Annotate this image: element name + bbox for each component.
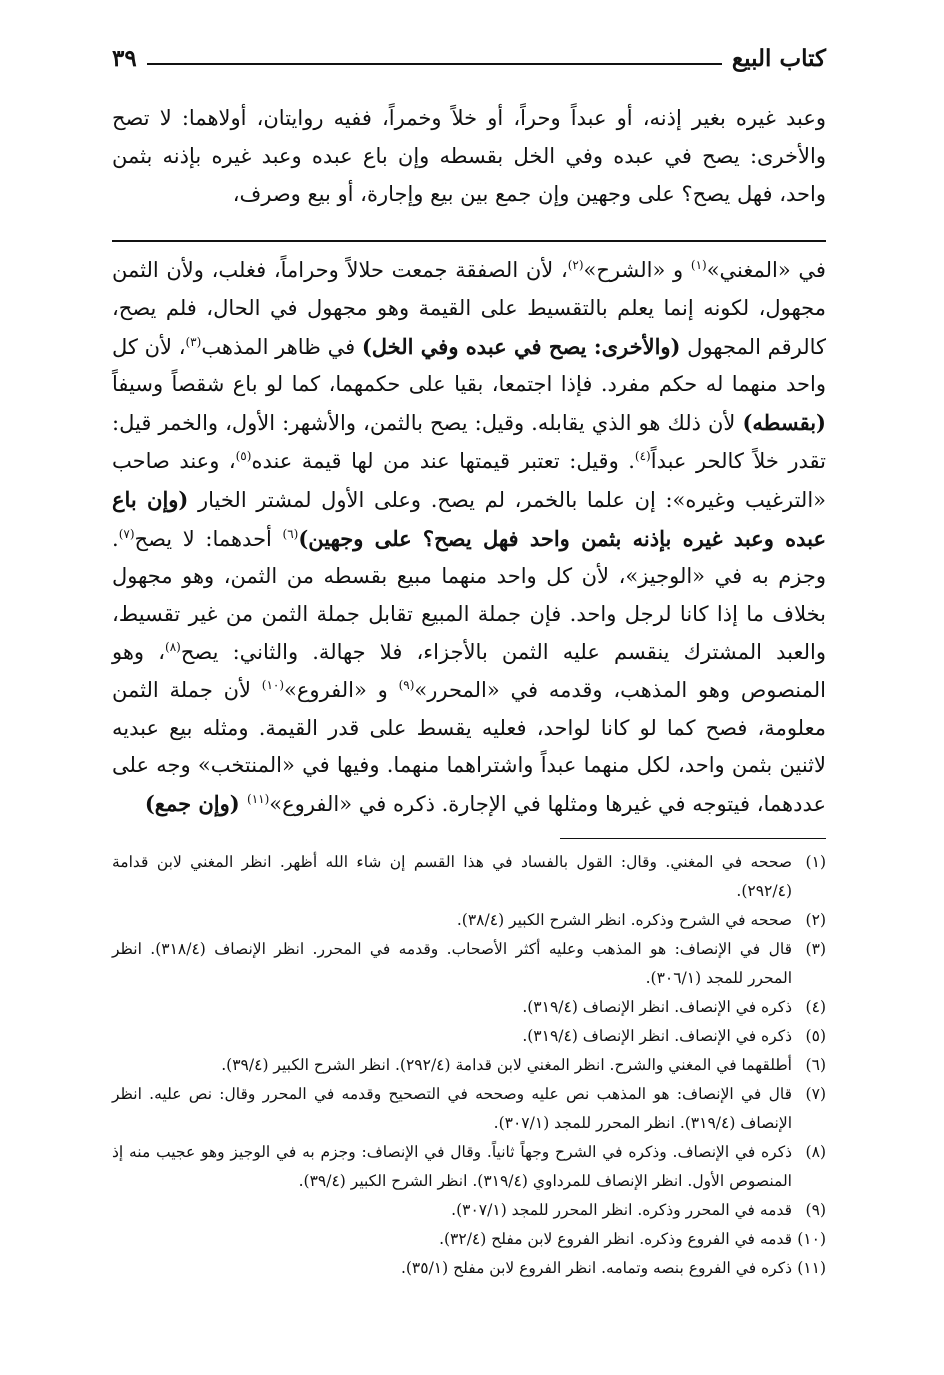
footnote-text: ذكره في الإنصاف. انظر الإنصاف (٣١٩/٤). bbox=[522, 1027, 792, 1045]
footnotes bbox=[112, 848, 826, 1283]
footnote-ref: (١١) bbox=[247, 792, 270, 807]
sharh-span: في ظاهر المذهب bbox=[201, 334, 362, 359]
matn-separator bbox=[112, 240, 826, 242]
footnote-ref: (٥) bbox=[235, 448, 252, 463]
footnote-text: صححه في المغني. وقال: القول بالفساد في هذا القسم إن شاء الله أظهر. انظر المغني لابن قدامة (٢٩٢/٤). bbox=[112, 853, 792, 900]
footnote bbox=[112, 1225, 826, 1254]
footnote-text: صححه في الشرح وذكره. انظر الشرح الكبير (٣٨/٤). bbox=[456, 911, 792, 929]
footnote-number: (١١) bbox=[797, 1259, 826, 1277]
footnote-number: (١٠) bbox=[797, 1230, 826, 1248]
matn-text: وعبد غيره بغير إذنه، أو عبداً وحراً، أو خلاً وخمراً، ففيه روايتان، أولاهما: لا تصح والأخرى: يصح في عبده وفي الخل بقسطه وإن باع عبده وعبد غيره بإذنه بثمن واحد، فهل يصح؟ على وجهين وإن جمع بين بيع وإجارة، أو بيع وصرف، bbox=[112, 106, 826, 206]
footnote bbox=[112, 1254, 826, 1283]
sharh-span: ، لأن الصفقة جمعت حلالاً وحراماً، فغلب، ولأن الثمن مجهول، لكونه إنما يعلم بالتقسيط على القيمة وهو مجهول في الحال، فلم يصح، كالرقم المجهول bbox=[112, 258, 826, 359]
page-number: ٣٩ bbox=[112, 45, 137, 72]
footnote-number: (٢) bbox=[805, 911, 826, 929]
header-rule bbox=[147, 63, 722, 65]
quoted-matn: (والأخرى: يصح في عبده وفي الخل) bbox=[361, 333, 681, 359]
sharh-text bbox=[112, 252, 826, 824]
footnote-text: قدمه في المحرر وذكره. انظر المحرر للمجد (٣٠٧/١). bbox=[451, 1201, 792, 1219]
footnote-number: (١) bbox=[805, 853, 826, 871]
footnote-text: ذكره في الإنصاف. وذكره في الشرح وجهاً ثانياً. وقال في الإنصاف: وجزم به في الوجيز وهو عجيب منه إذ المنصوص الأول. انظر الإنصاف للمرداوي (٣١٩/٤). انظر الشرح الكبير (٣٩/٤). bbox=[112, 1143, 792, 1190]
sharh-span: ، وعند صاحب «الترغيب وغيره»: إن علما بالخمر، لم يصح. وعلى الأول لمشتر الخيار bbox=[112, 448, 827, 512]
footnote-ref: (١) bbox=[690, 258, 707, 272]
footnote bbox=[112, 1196, 826, 1225]
footnote-number: (٥) bbox=[805, 1027, 826, 1045]
sharh-span: و «الشرح» bbox=[583, 258, 691, 282]
footnote bbox=[112, 1022, 826, 1051]
footnote-number: (٤) bbox=[805, 998, 826, 1016]
sharh-span: ، لأن كل واحد منهما له حكم مفرد. فإذا اجتمعا، بقيا على حكمهما، كما لو باع شقصاً وسيفاً bbox=[112, 334, 826, 397]
footnote-text: قدمه في الفروع وذكره. انظر الفروع لابن مفلح (٣٢/٤). bbox=[439, 1230, 792, 1248]
footnote-text: ذكره في الإنصاف. انظر الإنصاف (٣١٩/٤). bbox=[522, 998, 792, 1016]
sharh-span: . وجزم به في «الوجيز»، لأن كل واحد منهما مبيع بقسطه من الثمن، وهو مجهول بخلاف ما إذا كانا لرجل واحد. فإن جملة المبيع تقابل جملة الثمن من غير تقسيط، والعبد المشترك ينقسم عليه الثمن بالأجزاء، فلا جهالة. والثاني: يصح bbox=[112, 526, 826, 664]
footnote bbox=[112, 993, 826, 1022]
sharh-span: في «المغني» bbox=[706, 258, 826, 282]
running-title: كتاب البيع bbox=[731, 45, 826, 72]
footnote-ref: (٧) bbox=[118, 526, 135, 541]
footnote-ref: (١٠) bbox=[261, 677, 285, 692]
sharh-span: و «الفروع» bbox=[284, 677, 399, 702]
footnote-number: (٩) bbox=[805, 1201, 826, 1219]
sharh-span: . وقيل: تعتبر قيمتها عند من لها قيمة عنده bbox=[251, 448, 635, 473]
footnote-ref: (٢) bbox=[567, 258, 584, 272]
footnote bbox=[112, 1138, 826, 1196]
sharh-span: ، وهو المنصوص وهو المذهب، وقدمه في «المحرر» bbox=[112, 639, 826, 702]
footnote bbox=[112, 906, 826, 935]
footnote bbox=[112, 935, 826, 993]
footnote-number: (٣) bbox=[805, 940, 826, 958]
footnote-text: قال في الإنصاف: هو المذهب نص عليه وصححه في التصحيح وقدمه في المحرر وقال: نص عليه. انظر الإنصاف (٣١٩/٤). انظر المحرر للمجد (٣٠٧/١). bbox=[112, 1085, 792, 1132]
sharh-span: لأن جملة الثمن معلومة، فصح كما لو كانا لواحد، فعليه يقسط على قدر القيمة. ومثله بيع عبديه لاثنين بثمن واحد، لكل منهما عبداً واشتراهما منهما. وفيها في «المنتخب» وجه على عددهما، فيتوجه في غيرها ومثلها في الإجارة. ذكره في «الفروع» bbox=[112, 677, 826, 817]
footnote-ref: (٤) bbox=[634, 448, 651, 463]
footnote-number: (٧) bbox=[805, 1085, 826, 1103]
footnote bbox=[112, 848, 826, 906]
quoted-matn: (وإن باع عبده وعبد غيره بإذنه بثمن واحد فهل يصح؟ على وجهين) bbox=[112, 486, 826, 551]
footnote-ref: (٣) bbox=[185, 334, 202, 349]
footnote-text: ذكره في الفروع بنصه وتمامه. انظر الفروع لابن مفلح (٣٥/١). bbox=[400, 1259, 792, 1277]
footnote bbox=[112, 1051, 826, 1080]
sharh-span: أحدهما: لا يصح bbox=[134, 526, 283, 551]
footnote-text: قال في الإنصاف: هو المذهب وعليه أكثر الأصحاب. وقدمه في المحرر. انظر الإنصاف (٣١٨/٤). انظر المحرر للمجد (٣٠٦/١). bbox=[112, 940, 792, 987]
footnote-number: (٦) bbox=[805, 1056, 826, 1074]
footnote bbox=[112, 1080, 826, 1138]
footnote-text: أطلقهما في المغني والشرح. انظر المغني لابن قدامة (٢٩٢/٤). انظر الشرح الكبير (٣٩/٤). bbox=[221, 1056, 792, 1074]
footnote-ref: (٦) bbox=[282, 526, 299, 541]
sharh-span: لأن ذلك هو الذي يقابله. وقيل: يصح بالثمن، والأشهر: الأول، والخمر قيل: تقدر خلاً كالحر عبداً bbox=[112, 411, 826, 473]
footnote-ref: (٨) bbox=[165, 639, 181, 654]
footnote-ref: (٩) bbox=[398, 677, 415, 692]
footnotes-separator bbox=[560, 838, 826, 839]
footnote-number: (٨) bbox=[805, 1143, 826, 1161]
quoted-matn: (وإن جمع) bbox=[144, 791, 248, 817]
quoted-matn: (بقسطه) bbox=[742, 410, 826, 436]
page-header bbox=[112, 38, 826, 72]
